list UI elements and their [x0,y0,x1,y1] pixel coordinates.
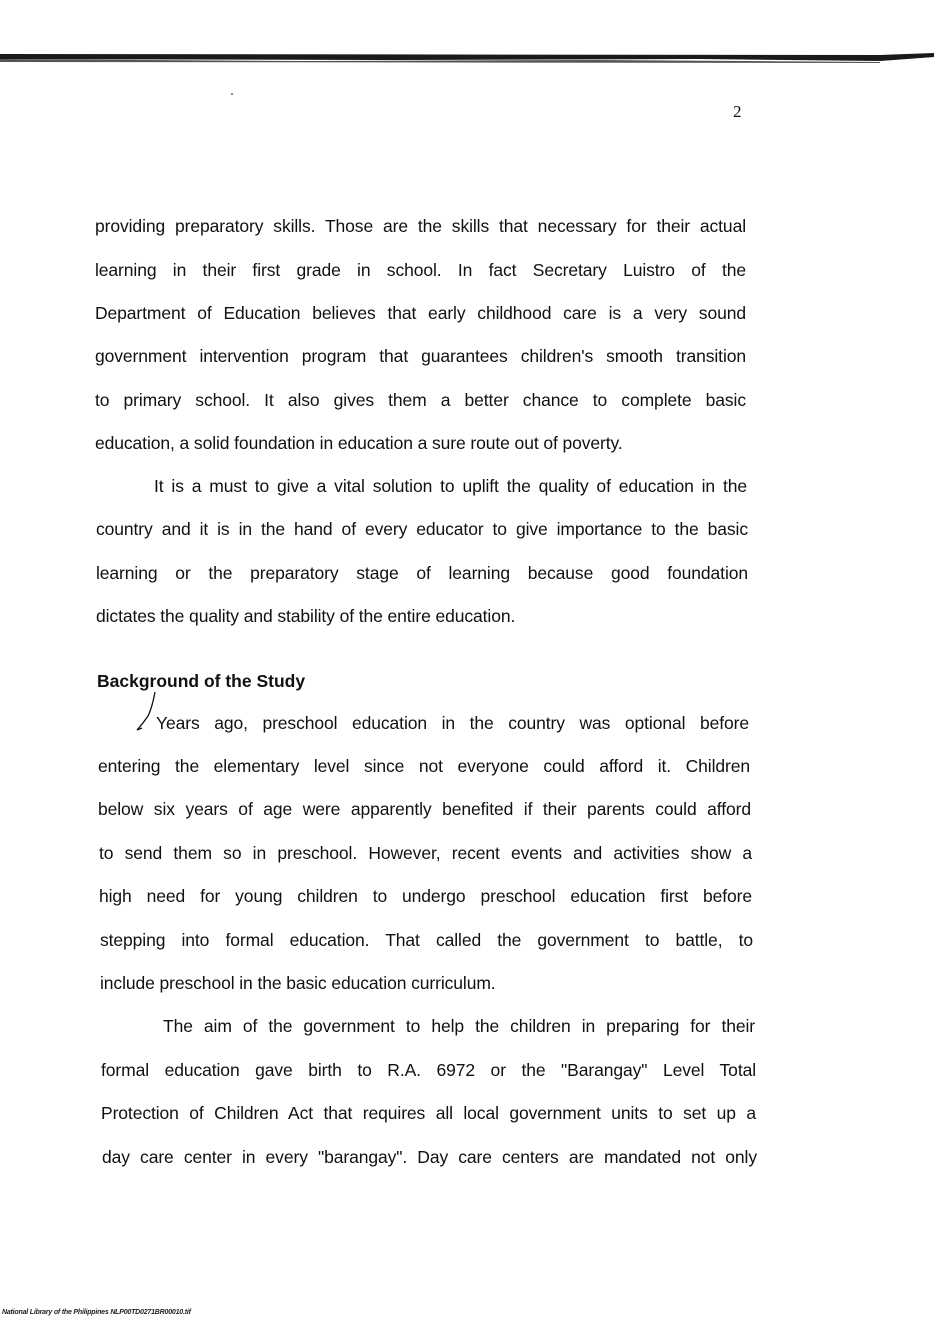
paragraph-4-line: formal education gave birth to R.A. 6972 or the "Barangay" Level Total [101,1060,756,1080]
paragraph-2-line: learning or the preparatory stage of learning because good foundation [96,563,748,583]
paragraph-1-line: learning in their first grade in school. In fact Secretary Luistro of the [95,260,746,280]
scan-speck [231,93,233,95]
paragraph-3-line: to send them so in preschool. However, recent events and activities show a [99,843,752,863]
paragraph-2-line: dictates the quality and stability of the entire education. [96,606,516,626]
scan-footer-label: National Library of the Philippines NLP00TD0271BR00010.tif [2,1309,191,1316]
paragraph-1-line: Department of Education believes that early childhood care is a very sound [95,303,746,323]
scan-edge-bar [0,53,934,63]
page-number: 2 [733,102,742,121]
paragraph-2-line: It is a must to give a vital solution to uplift the quality of education in the [154,476,747,496]
paragraph-3-line: stepping into formal education. That called the government to battle, to [100,930,753,950]
paragraph-3-line: include preschool in the basic education curriculum. [100,973,496,993]
paragraph-4-line: The aim of the government to help the children in preparing for their [163,1016,755,1036]
paragraph-4-line: Protection of Children Act that requires all local government units to set up a [101,1103,756,1123]
paragraph-1-line: providing preparatory skills. Those are the skills that necessary for their actual [95,216,746,236]
paragraph-3-line: below six years of age were apparently benefited if their parents could afford [98,799,751,819]
paragraph-1-line: to primary school. It also gives them a better chance to complete basic [95,390,746,410]
paragraph-3-line: high need for young children to undergo preschool education first before [99,886,752,906]
paragraph-3-line: Years ago, preschool education in the country was optional before [156,713,749,733]
handwritten-check-mark-icon [136,690,158,734]
paragraph-3-line: entering the elementary level since not everyone could afford it. Children [98,756,750,776]
section-heading: Background of the Study [97,671,306,691]
paragraph-1-line: education, a solid foundation in education a sure route out of poverty. [95,433,623,453]
paragraph-4-line: day care center in every "barangay". Day care centers are mandated not only [102,1147,757,1167]
paragraph-1-line: government intervention program that guarantees children's smooth transition [95,346,746,366]
paragraph-2-line: country and it is in the hand of every educator to give importance to the basic [96,519,748,539]
